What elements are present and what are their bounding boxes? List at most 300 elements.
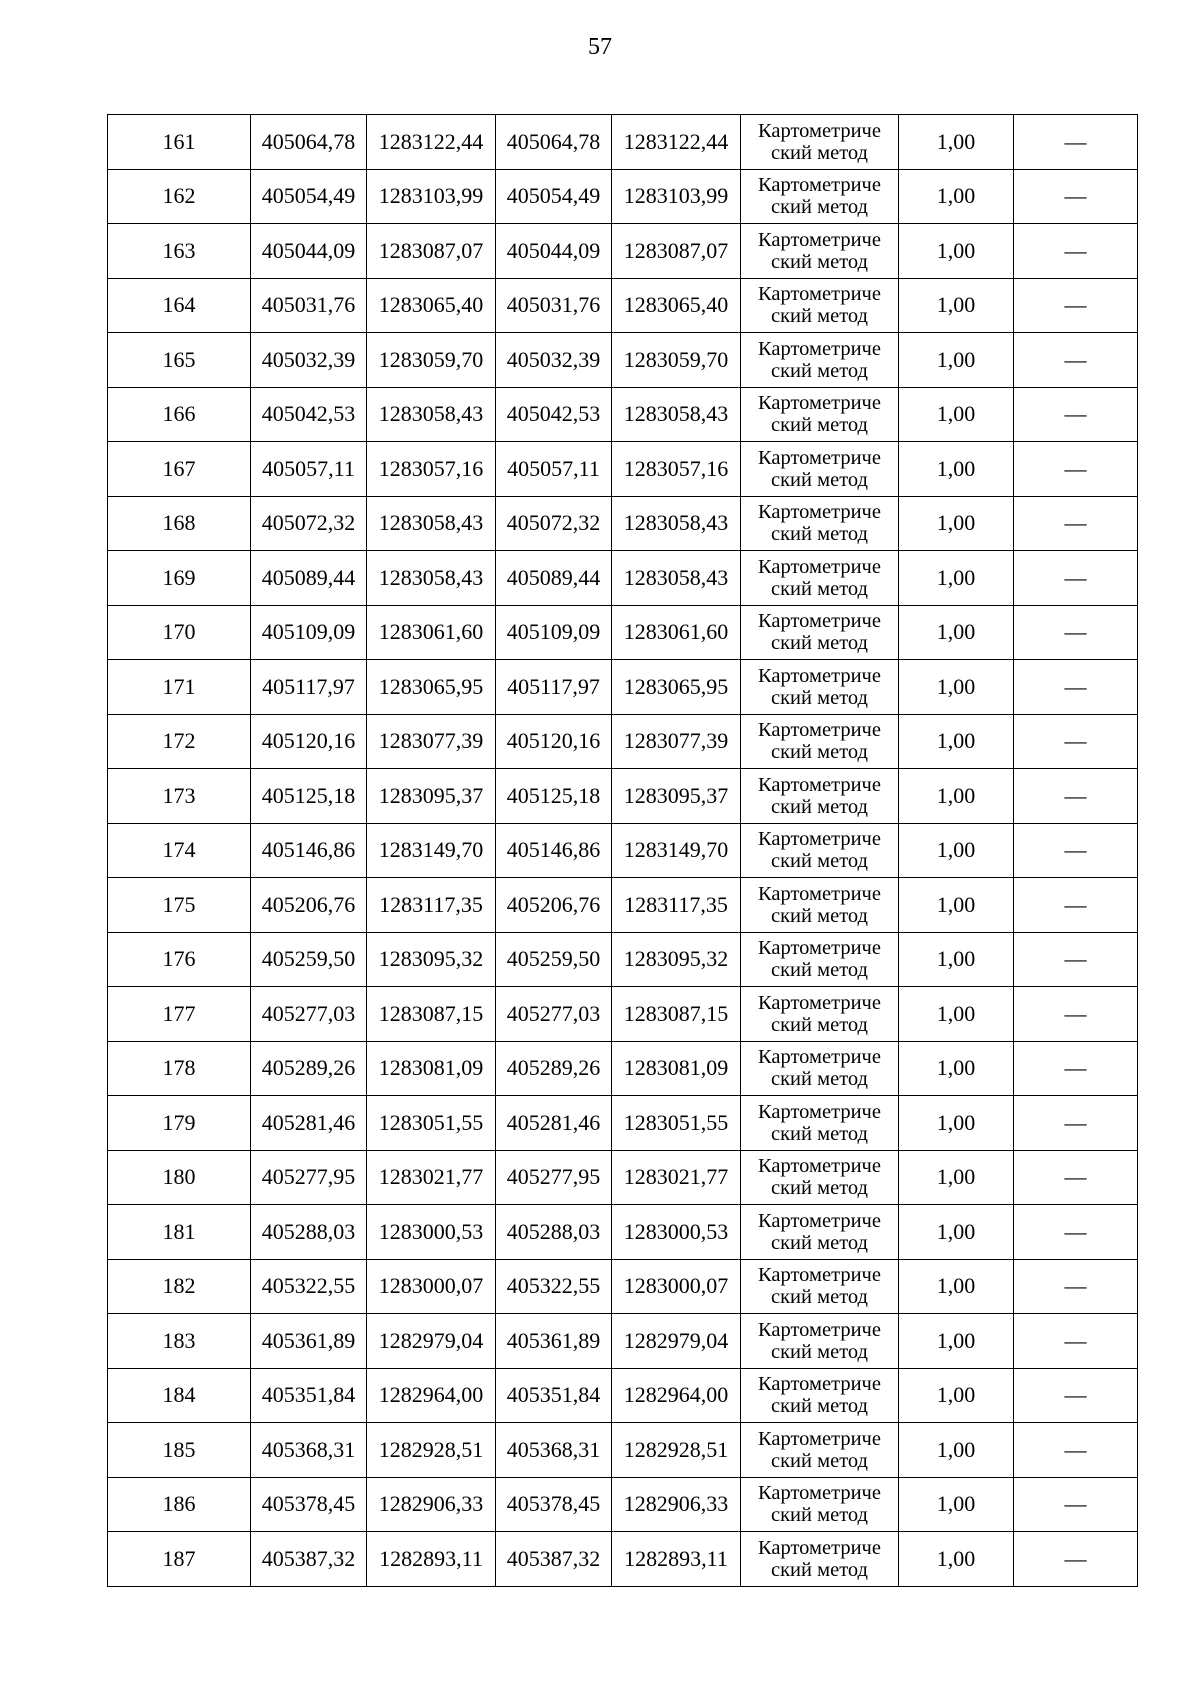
method-cell <box>741 496 899 551</box>
note-cell: — <box>1014 605 1138 660</box>
new-y-cell: 1283087,15 <box>612 987 741 1042</box>
note-cell: — <box>1014 714 1138 769</box>
new-y-cell: 1283057,16 <box>612 442 741 497</box>
accuracy-cell: 1,00 <box>899 551 1014 606</box>
new-y-cell: 1283000,53 <box>612 1205 741 1260</box>
method-cell <box>741 878 899 933</box>
existing-x-cell: 405361,89 <box>251 1314 367 1369</box>
existing-y-cell: 1283149,70 <box>367 823 496 878</box>
new-y-cell: 1283149,70 <box>612 823 741 878</box>
new-y-cell: 1283065,40 <box>612 278 741 333</box>
existing-x-cell: 405120,16 <box>251 714 367 769</box>
method-line-2: ский метод <box>771 1449 868 1472</box>
table-row <box>108 987 1138 1042</box>
method-cell <box>741 605 899 660</box>
point-number-cell: 176 <box>108 932 251 987</box>
new-y-cell: 1282893,11 <box>612 1532 741 1587</box>
existing-y-cell: 1283095,37 <box>367 769 496 824</box>
method-cell <box>741 333 899 388</box>
method-cell <box>741 1477 899 1532</box>
point-number-cell: 170 <box>108 605 251 660</box>
new-y-cell: 1283065,95 <box>612 660 741 715</box>
existing-y-cell: 1282979,04 <box>367 1314 496 1369</box>
existing-x-cell: 405378,45 <box>251 1477 367 1532</box>
existing-x-cell: 405277,95 <box>251 1150 367 1205</box>
table-row <box>108 878 1138 933</box>
method-line-2: ский метод <box>771 141 868 164</box>
new-y-cell: 1283087,07 <box>612 224 741 279</box>
point-number-cell: 173 <box>108 769 251 824</box>
accuracy-cell: 1,00 <box>899 714 1014 769</box>
new-x-cell: 405322,55 <box>496 1259 612 1314</box>
method-line-1: Картометриче <box>758 1046 881 1069</box>
method-line-2: ский метод <box>771 686 868 709</box>
point-number-cell: 168 <box>108 496 251 551</box>
new-x-cell: 405089,44 <box>496 551 612 606</box>
new-y-cell: 1283077,39 <box>612 714 741 769</box>
point-number-cell: 169 <box>108 551 251 606</box>
method-line-1: Картометриче <box>758 555 881 578</box>
method-line-1: Картометриче <box>758 1155 881 1178</box>
method-cell <box>741 1259 899 1314</box>
new-y-cell: 1283081,09 <box>612 1041 741 1096</box>
new-x-cell: 405351,84 <box>496 1368 612 1423</box>
new-x-cell: 405044,09 <box>496 224 612 279</box>
existing-y-cell: 1283051,55 <box>367 1096 496 1151</box>
note-cell: — <box>1014 1259 1138 1314</box>
note-cell: — <box>1014 1041 1138 1096</box>
accuracy-cell: 1,00 <box>899 1096 1014 1151</box>
existing-x-cell: 405054,49 <box>251 169 367 224</box>
existing-x-cell: 405032,39 <box>251 333 367 388</box>
existing-y-cell: 1282964,00 <box>367 1368 496 1423</box>
accuracy-cell: 1,00 <box>899 823 1014 878</box>
method-cell <box>741 932 899 987</box>
existing-y-cell: 1283103,99 <box>367 169 496 224</box>
new-y-cell: 1283000,07 <box>612 1259 741 1314</box>
method-line-1: Картометриче <box>758 828 881 851</box>
method-line-1: Картометриче <box>758 1209 881 1232</box>
note-cell: — <box>1014 115 1138 170</box>
existing-x-cell: 405351,84 <box>251 1368 367 1423</box>
method-line-2: ский метод <box>771 523 868 546</box>
table-row <box>108 1532 1138 1587</box>
method-line-2: ский метод <box>771 577 868 600</box>
method-line-2: ский метод <box>771 250 868 273</box>
table-row <box>108 1423 1138 1478</box>
method-line-2: ский метод <box>771 1068 868 1091</box>
table-row <box>108 1477 1138 1532</box>
method-cell <box>741 1041 899 1096</box>
new-y-cell: 1283103,99 <box>612 169 741 224</box>
existing-x-cell: 405289,26 <box>251 1041 367 1096</box>
method-line-2: ский метод <box>771 1395 868 1418</box>
table-row <box>108 932 1138 987</box>
existing-x-cell: 405042,53 <box>251 387 367 442</box>
accuracy-cell: 1,00 <box>899 496 1014 551</box>
note-cell: — <box>1014 1096 1138 1151</box>
point-number-cell: 177 <box>108 987 251 1042</box>
new-x-cell: 405259,50 <box>496 932 612 987</box>
method-line-1: Картометриче <box>758 1318 881 1341</box>
existing-x-cell: 405277,03 <box>251 987 367 1042</box>
existing-x-cell: 405206,76 <box>251 878 367 933</box>
point-number-cell: 164 <box>108 278 251 333</box>
note-cell: — <box>1014 878 1138 933</box>
method-line-1: Картометриче <box>758 882 881 905</box>
existing-x-cell: 405089,44 <box>251 551 367 606</box>
accuracy-cell: 1,00 <box>899 1259 1014 1314</box>
point-number-cell: 174 <box>108 823 251 878</box>
method-cell <box>741 1423 899 1478</box>
existing-x-cell: 405259,50 <box>251 932 367 987</box>
existing-x-cell: 405368,31 <box>251 1423 367 1478</box>
new-x-cell: 405288,03 <box>496 1205 612 1260</box>
table-row <box>108 823 1138 878</box>
new-x-cell: 405146,86 <box>496 823 612 878</box>
existing-y-cell: 1283000,53 <box>367 1205 496 1260</box>
method-cell <box>741 442 899 497</box>
new-y-cell: 1283061,60 <box>612 605 741 660</box>
new-x-cell: 405361,89 <box>496 1314 612 1369</box>
table-row <box>108 1314 1138 1369</box>
page-number: 57 <box>588 34 612 60</box>
new-x-cell: 405387,32 <box>496 1532 612 1587</box>
point-number-cell: 183 <box>108 1314 251 1369</box>
table-row <box>108 224 1138 279</box>
new-x-cell: 405064,78 <box>496 115 612 170</box>
note-cell: — <box>1014 769 1138 824</box>
accuracy-cell: 1,00 <box>899 1368 1014 1423</box>
existing-x-cell: 405109,09 <box>251 605 367 660</box>
method-line-2: ский метод <box>771 1013 868 1036</box>
table-row <box>108 1259 1138 1314</box>
method-cell <box>741 1532 899 1587</box>
existing-y-cell: 1283000,07 <box>367 1259 496 1314</box>
point-number-cell: 179 <box>108 1096 251 1151</box>
method-cell <box>741 224 899 279</box>
point-number-cell: 178 <box>108 1041 251 1096</box>
existing-y-cell: 1283122,44 <box>367 115 496 170</box>
new-x-cell: 405057,11 <box>496 442 612 497</box>
table-row <box>108 1368 1138 1423</box>
method-line-1: Картометриче <box>758 392 881 415</box>
method-line-2: ский метод <box>771 795 868 818</box>
table-row <box>108 551 1138 606</box>
table-row <box>108 442 1138 497</box>
point-number-cell: 161 <box>108 115 251 170</box>
method-line-2: ский метод <box>771 1231 868 1254</box>
new-y-cell: 1283021,77 <box>612 1150 741 1205</box>
method-line-1: Картометриче <box>758 937 881 960</box>
table-body <box>108 115 1138 1587</box>
existing-y-cell: 1283057,16 <box>367 442 496 497</box>
new-x-cell: 405289,26 <box>496 1041 612 1096</box>
note-cell: — <box>1014 1314 1138 1369</box>
new-x-cell: 405032,39 <box>496 333 612 388</box>
new-y-cell: 1283122,44 <box>612 115 741 170</box>
method-cell <box>741 1368 899 1423</box>
method-line-1: Картометриче <box>758 501 881 524</box>
method-line-1: Картометриче <box>758 1536 881 1559</box>
table-row <box>108 605 1138 660</box>
method-line-2: ский метод <box>771 959 868 982</box>
existing-x-cell: 405125,18 <box>251 769 367 824</box>
method-line-1: Картометриче <box>758 991 881 1014</box>
point-number-cell: 172 <box>108 714 251 769</box>
existing-x-cell: 405146,86 <box>251 823 367 878</box>
method-cell <box>741 387 899 442</box>
existing-y-cell: 1283058,43 <box>367 551 496 606</box>
accuracy-cell: 1,00 <box>899 605 1014 660</box>
method-line-1: Картометриче <box>758 719 881 742</box>
table-row <box>108 387 1138 442</box>
note-cell: — <box>1014 1150 1138 1205</box>
accuracy-cell: 1,00 <box>899 660 1014 715</box>
existing-x-cell: 405288,03 <box>251 1205 367 1260</box>
accuracy-cell: 1,00 <box>899 387 1014 442</box>
method-line-1: Картометриче <box>758 1264 881 1287</box>
existing-x-cell: 405281,46 <box>251 1096 367 1151</box>
method-line-1: Картометриче <box>758 773 881 796</box>
existing-y-cell: 1283065,40 <box>367 278 496 333</box>
method-line-1: Картометриче <box>758 664 881 687</box>
new-y-cell: 1282964,00 <box>612 1368 741 1423</box>
existing-y-cell: 1283087,15 <box>367 987 496 1042</box>
method-cell <box>741 1205 899 1260</box>
existing-x-cell: 405117,97 <box>251 660 367 715</box>
accuracy-cell: 1,00 <box>899 278 1014 333</box>
method-line-2: ский метод <box>771 850 868 873</box>
accuracy-cell: 1,00 <box>899 224 1014 279</box>
new-y-cell: 1283095,32 <box>612 932 741 987</box>
point-number-cell: 175 <box>108 878 251 933</box>
new-x-cell: 405109,09 <box>496 605 612 660</box>
method-line-2: ский метод <box>771 741 868 764</box>
point-number-cell: 186 <box>108 1477 251 1532</box>
existing-x-cell: 405044,09 <box>251 224 367 279</box>
note-cell: — <box>1014 333 1138 388</box>
table-row <box>108 660 1138 715</box>
table-row <box>108 115 1138 170</box>
point-number-cell: 185 <box>108 1423 251 1478</box>
new-x-cell: 405125,18 <box>496 769 612 824</box>
point-number-cell: 182 <box>108 1259 251 1314</box>
accuracy-cell: 1,00 <box>899 1532 1014 1587</box>
table-row <box>108 333 1138 388</box>
existing-x-cell: 405031,76 <box>251 278 367 333</box>
new-x-cell: 405117,97 <box>496 660 612 715</box>
method-line-2: ский метод <box>771 196 868 219</box>
existing-y-cell: 1283061,60 <box>367 605 496 660</box>
method-line-1: Картометриче <box>758 1100 881 1123</box>
note-cell: — <box>1014 823 1138 878</box>
accuracy-cell: 1,00 <box>899 1205 1014 1260</box>
table-row <box>108 278 1138 333</box>
accuracy-cell: 1,00 <box>899 115 1014 170</box>
method-line-1: Картометриче <box>758 283 881 306</box>
existing-y-cell: 1283059,70 <box>367 333 496 388</box>
new-y-cell: 1283117,35 <box>612 878 741 933</box>
point-number-cell: 187 <box>108 1532 251 1587</box>
method-line-2: ский метод <box>771 1340 868 1363</box>
accuracy-cell: 1,00 <box>899 987 1014 1042</box>
method-line-1: Картометриче <box>758 337 881 360</box>
method-line-2: ский метод <box>771 305 868 328</box>
new-x-cell: 405277,03 <box>496 987 612 1042</box>
existing-y-cell: 1283021,77 <box>367 1150 496 1205</box>
new-x-cell: 405378,45 <box>496 1477 612 1532</box>
method-line-2: ский метод <box>771 359 868 382</box>
existing-y-cell: 1283058,43 <box>367 496 496 551</box>
existing-y-cell: 1283077,39 <box>367 714 496 769</box>
existing-y-cell: 1283117,35 <box>367 878 496 933</box>
method-line-2: ский метод <box>771 1504 868 1527</box>
point-number-cell: 162 <box>108 169 251 224</box>
new-y-cell: 1283058,43 <box>612 496 741 551</box>
method-line-2: ский метод <box>771 632 868 655</box>
note-cell: — <box>1014 660 1138 715</box>
existing-y-cell: 1283095,32 <box>367 932 496 987</box>
method-cell <box>741 714 899 769</box>
note-cell: — <box>1014 278 1138 333</box>
existing-x-cell: 405387,32 <box>251 1532 367 1587</box>
new-y-cell: 1283059,70 <box>612 333 741 388</box>
point-number-cell: 184 <box>108 1368 251 1423</box>
method-line-1: Картометриче <box>758 1373 881 1396</box>
point-number-cell: 163 <box>108 224 251 279</box>
note-cell: — <box>1014 169 1138 224</box>
new-y-cell: 1283051,55 <box>612 1096 741 1151</box>
new-y-cell: 1282906,33 <box>612 1477 741 1532</box>
table-row <box>108 1150 1138 1205</box>
method-line-1: Картометриче <box>758 174 881 197</box>
method-line-1: Картометриче <box>758 119 881 142</box>
method-cell <box>741 1314 899 1369</box>
new-x-cell: 405054,49 <box>496 169 612 224</box>
accuracy-cell: 1,00 <box>899 932 1014 987</box>
point-number-cell: 180 <box>108 1150 251 1205</box>
method-line-2: ский метод <box>771 1286 868 1309</box>
method-cell <box>741 169 899 224</box>
new-x-cell: 405042,53 <box>496 387 612 442</box>
existing-x-cell: 405322,55 <box>251 1259 367 1314</box>
accuracy-cell: 1,00 <box>899 878 1014 933</box>
note-cell: — <box>1014 496 1138 551</box>
accuracy-cell: 1,00 <box>899 1314 1014 1369</box>
method-line-1: Картометриче <box>758 1482 881 1505</box>
method-line-2: ский метод <box>771 1558 868 1581</box>
table-row <box>108 169 1138 224</box>
table-row <box>108 714 1138 769</box>
method-cell <box>741 823 899 878</box>
existing-y-cell: 1282893,11 <box>367 1532 496 1587</box>
accuracy-cell: 1,00 <box>899 1041 1014 1096</box>
new-x-cell: 405072,32 <box>496 496 612 551</box>
accuracy-cell: 1,00 <box>899 1423 1014 1478</box>
accuracy-cell: 1,00 <box>899 333 1014 388</box>
note-cell: — <box>1014 1205 1138 1260</box>
existing-y-cell: 1283081,09 <box>367 1041 496 1096</box>
table-row <box>108 769 1138 824</box>
new-x-cell: 405281,46 <box>496 1096 612 1151</box>
existing-y-cell: 1282906,33 <box>367 1477 496 1532</box>
point-number-cell: 165 <box>108 333 251 388</box>
method-line-1: Картометриче <box>758 446 881 469</box>
method-cell <box>741 551 899 606</box>
note-cell: — <box>1014 1477 1138 1532</box>
method-line-2: ский метод <box>771 904 868 927</box>
new-y-cell: 1283058,43 <box>612 551 741 606</box>
table-row <box>108 496 1138 551</box>
note-cell: — <box>1014 987 1138 1042</box>
existing-y-cell: 1282928,51 <box>367 1423 496 1478</box>
note-cell: — <box>1014 387 1138 442</box>
method-cell <box>741 115 899 170</box>
table-row <box>108 1096 1138 1151</box>
existing-y-cell: 1283087,07 <box>367 224 496 279</box>
method-line-1: Картометриче <box>758 610 881 633</box>
method-cell <box>741 1150 899 1205</box>
note-cell: — <box>1014 1423 1138 1478</box>
new-y-cell: 1283095,37 <box>612 769 741 824</box>
note-cell: — <box>1014 442 1138 497</box>
point-number-cell: 167 <box>108 442 251 497</box>
method-cell <box>741 987 899 1042</box>
note-cell: — <box>1014 1532 1138 1587</box>
accuracy-cell: 1,00 <box>899 769 1014 824</box>
accuracy-cell: 1,00 <box>899 169 1014 224</box>
table-row <box>108 1205 1138 1260</box>
accuracy-cell: 1,00 <box>899 1477 1014 1532</box>
existing-x-cell: 405072,32 <box>251 496 367 551</box>
method-cell <box>741 769 899 824</box>
method-line-2: ский метод <box>771 1122 868 1145</box>
method-line-2: ский метод <box>771 414 868 437</box>
method-line-2: ский метод <box>771 468 868 491</box>
new-x-cell: 405206,76 <box>496 878 612 933</box>
existing-x-cell: 405057,11 <box>251 442 367 497</box>
method-cell <box>741 278 899 333</box>
method-cell <box>741 660 899 715</box>
note-cell: — <box>1014 932 1138 987</box>
method-line-2: ский метод <box>771 1177 868 1200</box>
method-line-1: Картометриче <box>758 228 881 251</box>
new-y-cell: 1282928,51 <box>612 1423 741 1478</box>
new-y-cell: 1283058,43 <box>612 387 741 442</box>
note-cell: — <box>1014 1368 1138 1423</box>
existing-y-cell: 1283065,95 <box>367 660 496 715</box>
point-number-cell: 166 <box>108 387 251 442</box>
note-cell: — <box>1014 224 1138 279</box>
existing-y-cell: 1283058,43 <box>367 387 496 442</box>
method-line-1: Картометриче <box>758 1427 881 1450</box>
new-y-cell: 1282979,04 <box>612 1314 741 1369</box>
method-cell <box>741 1096 899 1151</box>
new-x-cell: 405031,76 <box>496 278 612 333</box>
new-x-cell: 405368,31 <box>496 1423 612 1478</box>
existing-x-cell: 405064,78 <box>251 115 367 170</box>
point-number-cell: 181 <box>108 1205 251 1260</box>
point-number-cell: 171 <box>108 660 251 715</box>
note-cell: — <box>1014 551 1138 606</box>
accuracy-cell: 1,00 <box>899 442 1014 497</box>
accuracy-cell: 1,00 <box>899 1150 1014 1205</box>
new-x-cell: 405277,95 <box>496 1150 612 1205</box>
coordinates-table <box>107 114 1138 1587</box>
new-x-cell: 405120,16 <box>496 714 612 769</box>
table-row <box>108 1041 1138 1096</box>
